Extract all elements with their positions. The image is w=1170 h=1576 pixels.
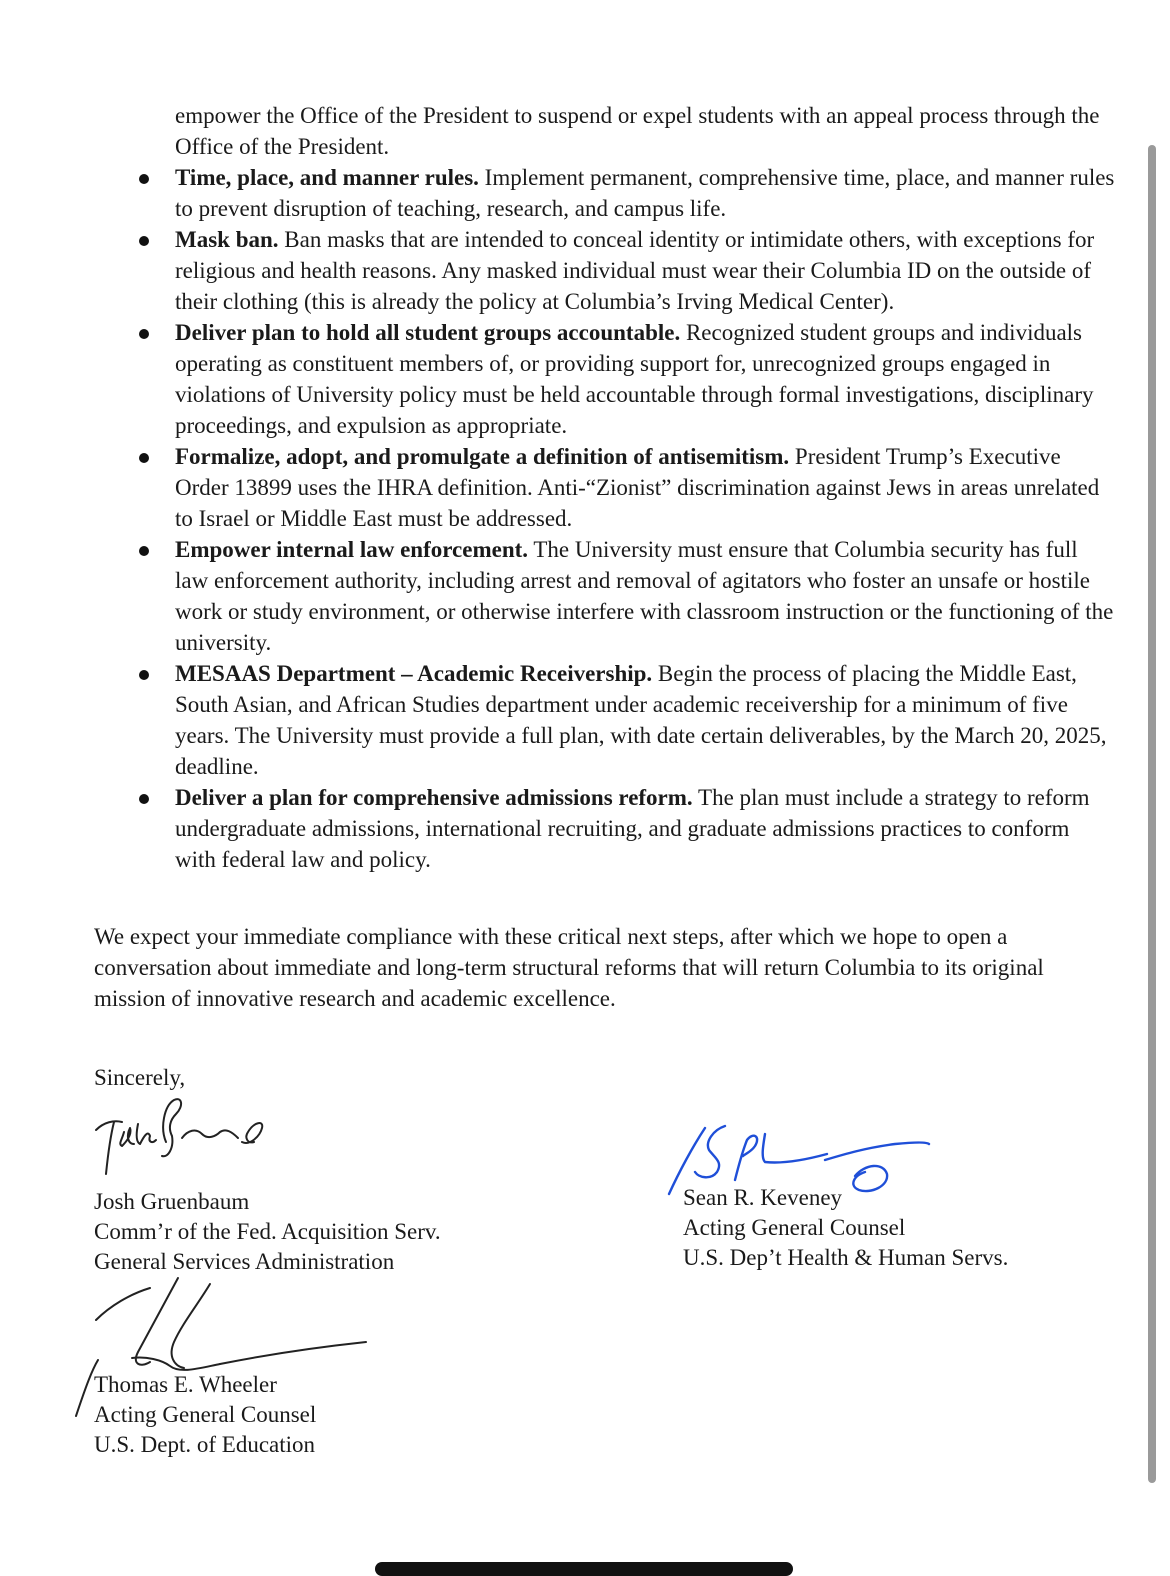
bullet-heading: Time, place, and manner rules. xyxy=(175,165,479,190)
list-item xyxy=(0,162,1115,224)
bullet-icon xyxy=(139,236,149,246)
bullet-icon xyxy=(139,174,149,184)
bullet-text: The plan must include a strategy to reform undergraduate admissions, international recruiting, and graduate admissions practices to conform with federal law and policy. xyxy=(175,785,1090,872)
bullet-heading: MESAAS Department – Academic Receivership. xyxy=(175,661,653,686)
bullet-icon xyxy=(139,453,149,463)
bullet-text: The University must ensure that Columbia security has full law enforcement authority, including arrest and removal of agitators who foster an unsafe or hostile work or study environment, or otherwise interfere with classroom instruction or the functioning of the university. xyxy=(175,537,1114,655)
gruenbaum-signature-icon xyxy=(92,1092,272,1182)
bullet-heading: Mask ban. xyxy=(175,227,279,252)
bullet-heading: Formalize, adopt, and promulgate a definition of antisemitism. xyxy=(175,444,790,469)
intro-paragraph: empower the Office of the President to suspend or expel students with an appeal process through the Office of the President. xyxy=(175,103,1100,159)
bullet-text: Ban masks that are intended to conceal identity or intimidate others, with exceptions for religious and health reasons. Any masked individual must wear their Columbia ID on the outside of their clothing (this is already the policy at Columbia’s Irving Medical Center). xyxy=(175,227,1095,314)
bullet-icon xyxy=(139,794,149,804)
signatory-agency: U.S. Dept. of Education xyxy=(94,1432,316,1457)
signatory-title: Acting General Counsel xyxy=(683,1215,906,1240)
bullet-heading: Deliver plan to hold all student groups accountable. xyxy=(175,320,681,345)
signature-block-keveney xyxy=(683,1183,1008,1273)
list-item xyxy=(0,317,1115,441)
signature-block-gruenbaum xyxy=(94,1187,441,1277)
list-item xyxy=(0,658,1115,782)
signatory-name: Thomas E. Wheeler xyxy=(94,1372,277,1397)
bullet-icon xyxy=(139,546,149,556)
closing-paragraph: We expect your immediate compliance with these critical next steps, after which we hope to open a conversation about immediate and long-term structural reforms that will return Columbia to its original mission of innovative research and academic excellence. xyxy=(94,924,1044,1011)
sign-off: Sincerely, xyxy=(94,1065,186,1090)
signatory-title: Comm’r of the Fed. Acquisition Serv. xyxy=(94,1219,441,1244)
signatory-name: Josh Gruenbaum xyxy=(94,1189,250,1214)
bullet-icon xyxy=(139,670,149,680)
list-item xyxy=(0,224,1115,317)
signatory-agency: U.S. Dep’t Health & Human Servs. xyxy=(683,1245,1009,1270)
list-item xyxy=(0,782,1115,875)
signature-block-wheeler xyxy=(94,1370,316,1460)
bullet-text: President Trump’s Executive Order 13899 uses the IHRA definition. Anti-“Zionist” discrimination against Jews in areas unrelated to Israel or Middle East must be addressed. xyxy=(175,444,1100,531)
vertical-scrollbar[interactable] xyxy=(1148,145,1156,1483)
signatory-title: Acting General Counsel xyxy=(94,1402,317,1427)
bullet-text: Recognized student groups and individuals operating as constituent members of, or providing support for, unrecognized groups engaged in violations of University policy must be held accountable through formal investigations, disciplinary proceedings, and expulsion as appropriate. xyxy=(175,320,1094,438)
signatory-name: Sean R. Keveney xyxy=(683,1185,843,1210)
bullet-icon xyxy=(139,329,149,339)
bullet-heading: Empower internal law enforcement. xyxy=(175,537,529,562)
list-item xyxy=(0,441,1115,534)
signatory-agency: General Services Administration xyxy=(94,1249,395,1274)
list-item xyxy=(0,534,1115,658)
bullet-text: Begin the process of placing the Middle East, South Asian, and African Studies department under academic receivership for a minimum of five years. The University must provide a full plan, with date certain deliverables, by the March 20, 2025, deadline. xyxy=(175,661,1107,779)
demands-list xyxy=(0,162,1170,875)
bullet-text: Implement permanent, comprehensive time, place, and manner rules to prevent disruption of teaching, research, and campus life. xyxy=(175,165,1115,221)
bullet-heading: Deliver a plan for comprehensive admissions reform. xyxy=(175,785,693,810)
